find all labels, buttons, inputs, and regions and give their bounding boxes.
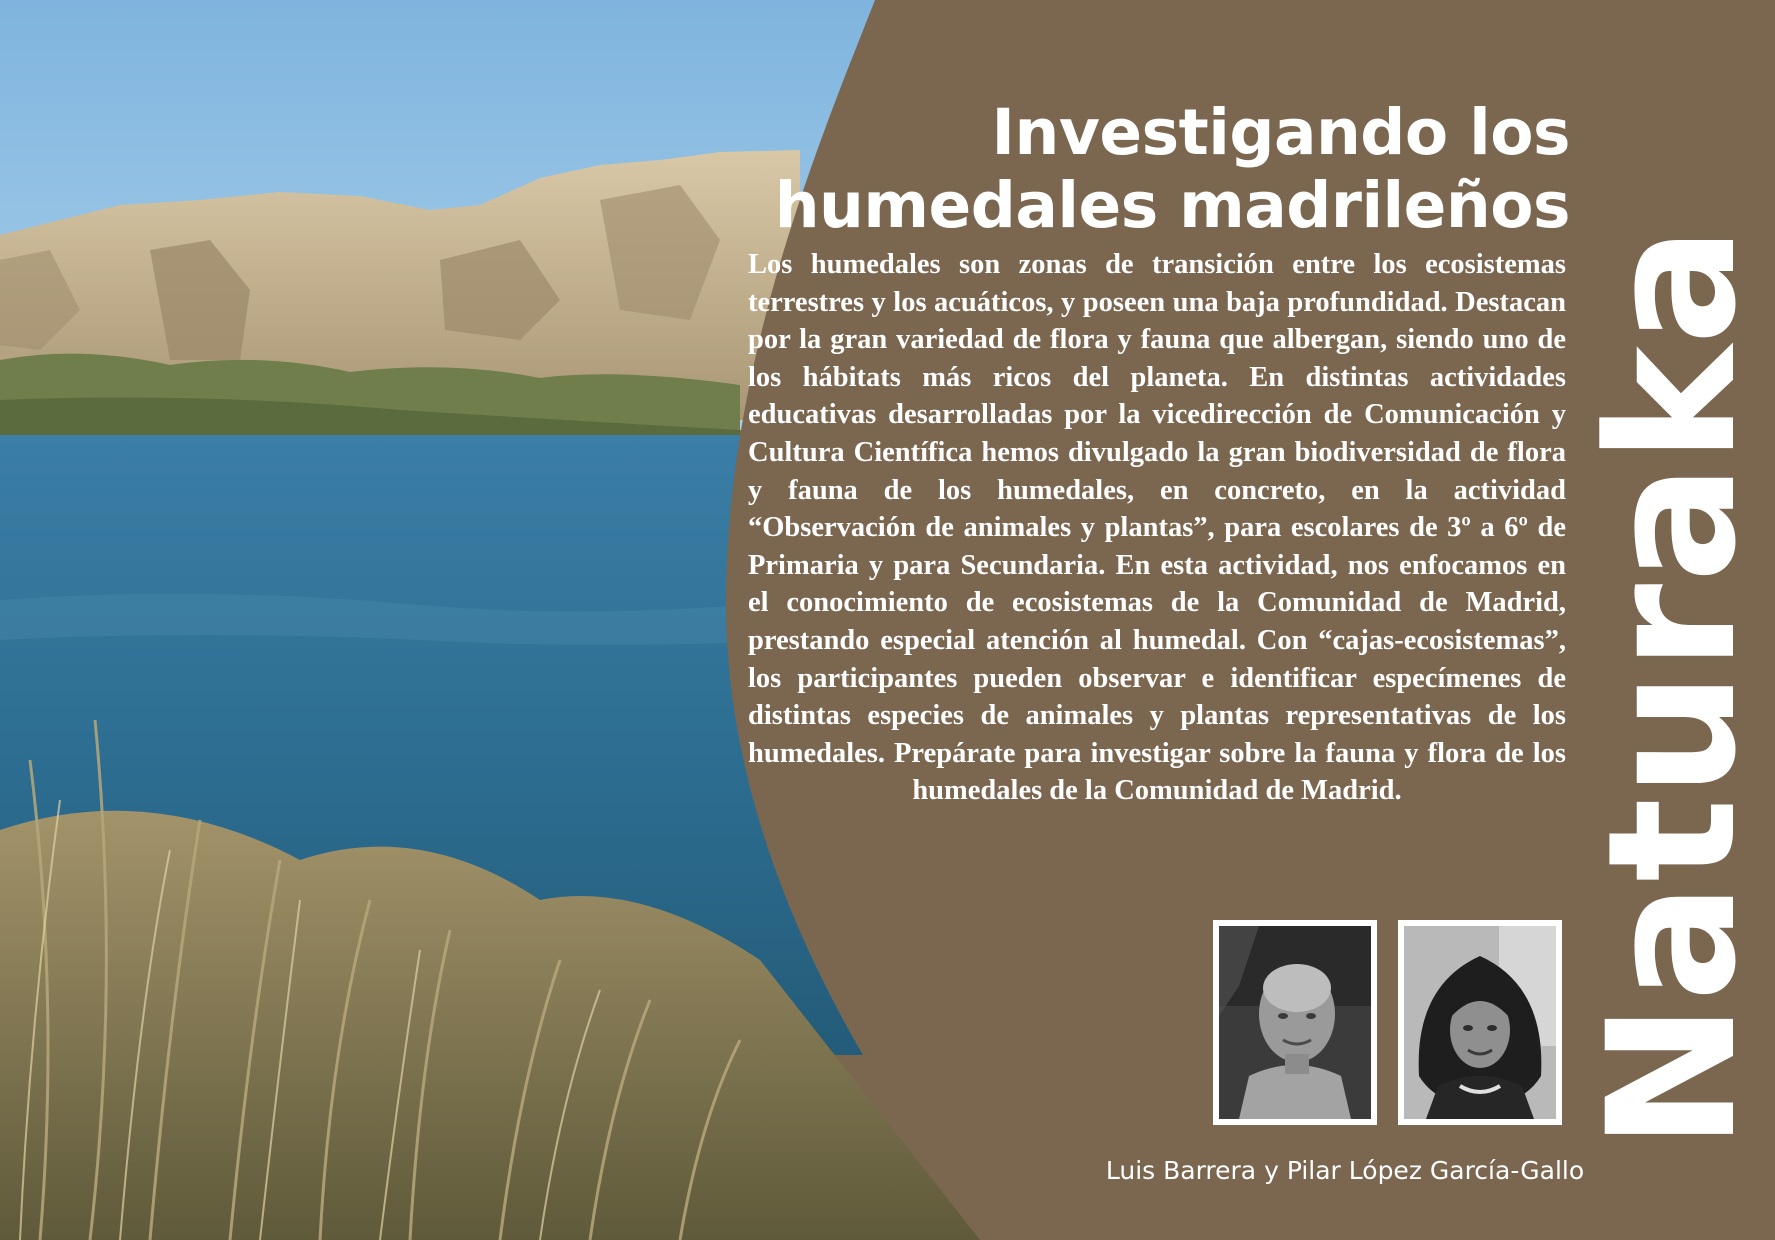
section-label: Naturaka [1570,225,1775,1150]
article-body: Los humedales son zonas de transición entre los ecosistemas terrestres y los acuáticos, y poseen una baja profundidad. Destacan por la gran variedad de flora y fauna que albergan, siendo uno de los hábitats más ricos del planeta. En distintas actividades educativas desarrolladas por la vicedirección de Comunicación y Cultura Científica hemos divulgado la gran biodiversidad de flora y fauna de los humedales, en concreto, en la actividad “Observación de animales y plantas”, para escolares de 3º a 6º de Primaria y para Secundaria. En esta actividad, nos enfocamos en el conocimiento de ecosistemas de la Comunidad de Madrid, prestando especial atención al humedal. Con “cajas-ecosistemas”, los participantes pueden observar e identificar especímenes de distintas especies de animales y plantas representativas de los humedales. Prepárate para investigar sobre la fauna y flora de los humedales de la Comunidad de Madrid. [748,249,1566,807]
article-authors: Luis Barrera y Pilar López García-Gallo [1105,1156,1585,1185]
article-title [775,96,1570,242]
author-photo-luis-barrera [1213,920,1377,1125]
article-title-line-2: humedales madrileños [774,169,1570,243]
article-title-line-1: Investigando los [991,96,1570,169]
author-photo-pilar-lopez [1398,920,1562,1125]
